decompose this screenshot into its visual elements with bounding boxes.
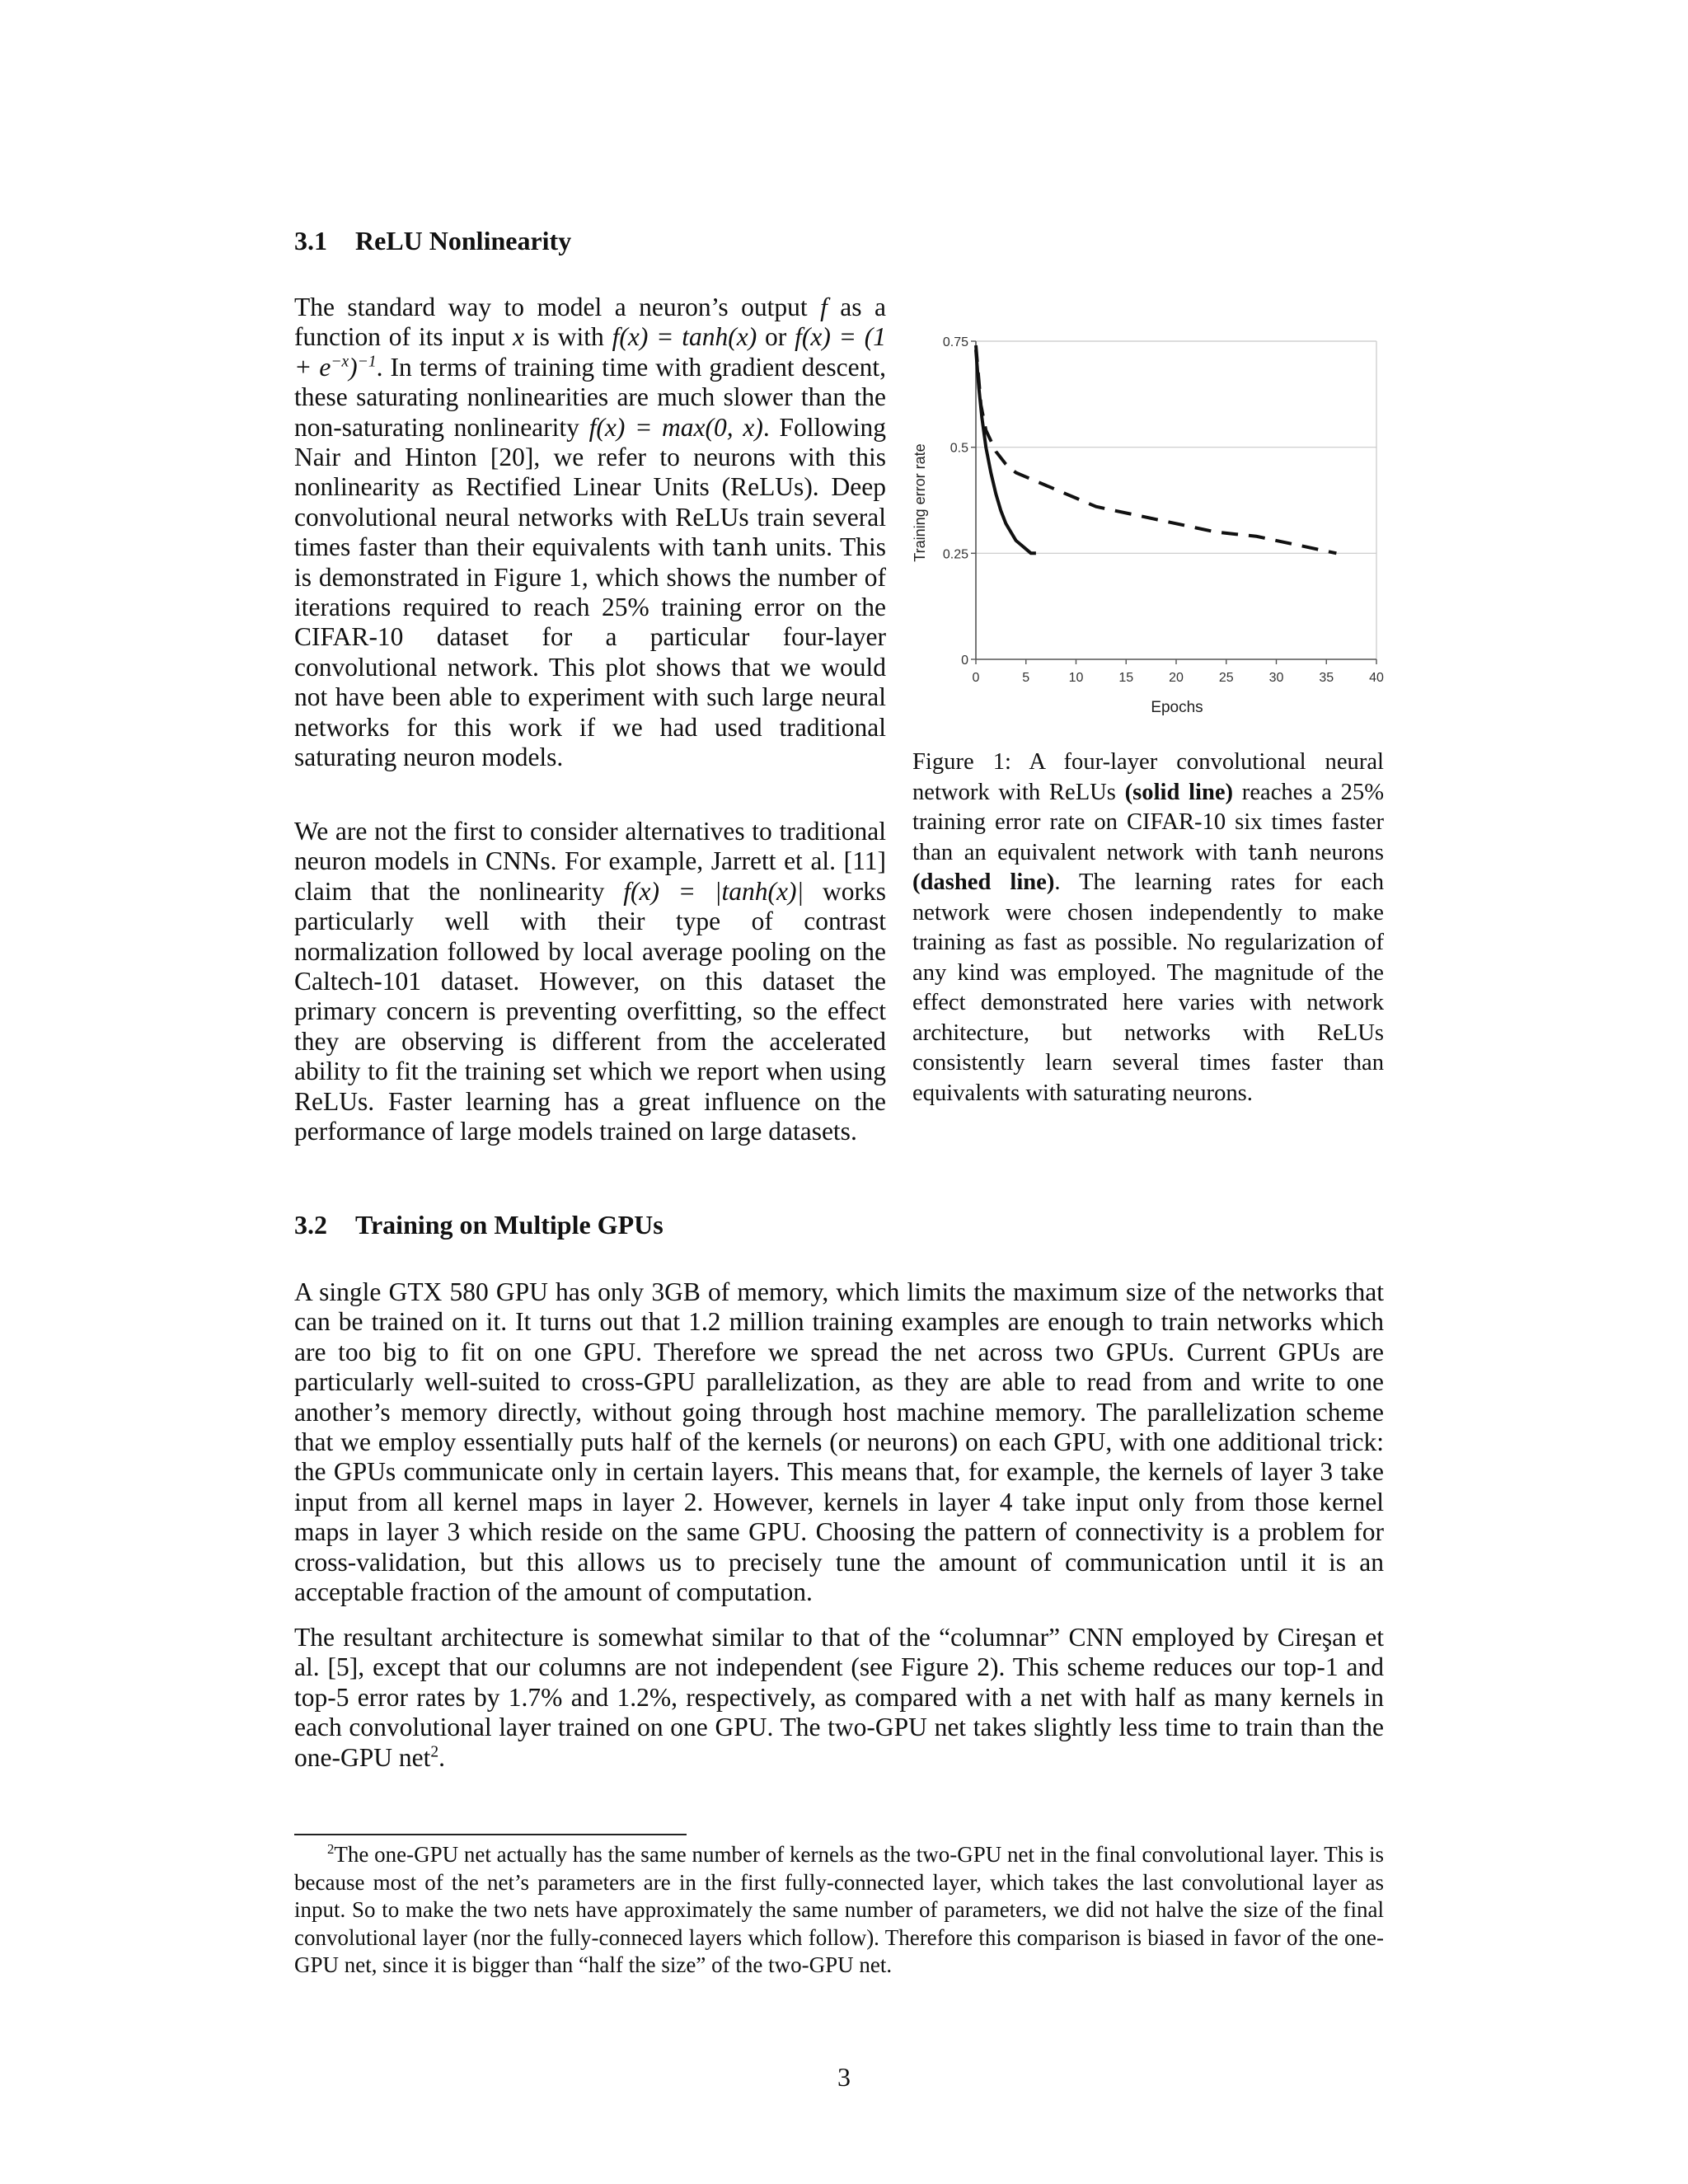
section-number: 3.1 [294, 226, 327, 255]
caption-dashed-line: (dashed line) [912, 869, 1055, 895]
text-span: or [757, 322, 795, 352]
chart-x-tick-label: 30 [1268, 671, 1284, 685]
relu-paragraph-1 [294, 293, 886, 773]
text-span: The standard way to model a neuron’s output [294, 293, 821, 321]
text-span: reaches a 25% training error rate on CIFAR-10 six times faster than an equivalent network with [912, 779, 1385, 865]
chart-x-tick-label: 25 [1218, 671, 1234, 685]
math-part: f(x) = (1 + e [294, 322, 887, 382]
chart-x-tick-label: 40 [1369, 671, 1384, 685]
math-exponent: −1 [357, 353, 377, 371]
chart-series-line-relu [976, 349, 1036, 553]
text-span: A four-layer convolutional neural network with ReLUs [912, 749, 1384, 805]
math-abs-tanh-equation: f(x) = |tanh(x)| [623, 876, 804, 906]
math-part: ) [349, 352, 358, 382]
math-f: f [820, 293, 828, 321]
math-tanh-equation: f(x) = tanh(x) [612, 322, 757, 352]
chart-x-tick-label: 5 [1022, 671, 1030, 685]
math-tanh: tanh [712, 533, 768, 562]
chart-grid [976, 341, 1376, 553]
section-title: Training on Multiple GPUs [355, 1210, 663, 1240]
relu-paragraph-2 [294, 817, 886, 1146]
chart-x-tick-label: 20 [1169, 671, 1184, 685]
chart-y-tick-label: 0.25 [942, 547, 968, 562]
gpu-paragraph-1: A single GTX 580 GPU has only 3GB of memory, which limits the maximum size of the networks that can be trained on it. It turns out that 1.2 million training examples are enough to train networks which are too big to fit on one GPU. Therefore we spread the net across two GPUs. Current GPUs are particularly well-suited to cross-GPU parallelization, as they are able to read from and write to one another’s memory directly, without going through host machine memory. The parallelization scheme that we employ essentially puts half of the kernels (or neurons) on each GPU, with one additional trick: the GPUs communicate only in certain layers. This means that, for example, the kernels of layer 3 take input from all kernel maps in layer 2. However, kernels in layer 4 take input only from those kernel maps in layer 3 which reside on the same GPU. Choosing the pattern of connectivity is a problem for cross-validation, but this allows us to precisely tune the amount of communication until it is an acceptable fraction of the amount of computation. [294, 1277, 1384, 1607]
chart-x-tick-label: 10 [1068, 671, 1084, 685]
text-span: . [438, 1742, 445, 1772]
page-number: 3 [837, 2062, 851, 2092]
chart-y-tick-label: 0.5 [950, 441, 968, 456]
section-heading-3-1 [294, 224, 571, 257]
text-span: . Following Nair and Hinton [20], we refer to neurons with this nonlinearity as Rectified Linear Units (ReLUs). Deep convolutional neural networks with ReLUs train several times faster than their equivalents with [294, 412, 886, 562]
text-span: The resultant architecture is somewhat similar to that of the “columnar” CNN employed by Cireşan et al. [5], except that our columns are not independent (see Figure 2). This scheme reduces our top-1 and top-5 error rates by 1.7% and 1.2%, respectively, as compared with a net with half as many kernels in each convolutional layer trained on one GPU. The two-GPU net takes slightly less time to train than the one-GPU net [294, 1623, 1384, 1772]
footnote-rule [294, 1834, 687, 1835]
chart-ticks [943, 335, 1384, 685]
text-span: is with [524, 322, 612, 352]
caption-solid-line: (solid line) [1124, 779, 1234, 805]
text-span: neurons [1297, 839, 1384, 865]
chart-x-axis-label: Epochs [1151, 699, 1203, 716]
text-span: as a function of its input [294, 293, 886, 352]
chart-x-tick-label: 15 [1118, 671, 1134, 685]
figure-1-chart [910, 328, 1396, 724]
text-span: We are not the first to consider alternatives to traditional neuron models in CNNs. For example, Jarrett et al. [11] claim that the nonlinearity [294, 817, 886, 906]
footnote-text: The one-GPU net actually has the same number of kernels as the two-GPU net in the final convolutional layer. This is because most of the net’s parameters are in the first fully-connected layer, which takes the last convolutional layer as input. So to make the two nets have approximately the same number of parameters, we did not halve the size of the final convolutional layer (nor the fully-conneced layers which follow). Therefore this comparison is biased in favor of the one-GPU net, since it is bigger than “half the size” of the two-GPU net. [294, 1842, 1384, 1978]
math-relu-equation: f(x) = max(0, x) [588, 412, 763, 442]
section-title: ReLU Nonlinearity [355, 226, 572, 255]
math-tanh: tanh [1248, 839, 1298, 865]
chart-y-axis-label: Training error rate [912, 443, 928, 562]
chart-x-tick-label: 0 [972, 671, 980, 685]
chart-y-tick-label: 0.75 [942, 335, 968, 349]
text-span: works particularly well with their type of contrast normalization followed by local average pooling on the Caltech-101 dataset. However, on this dataset the primary concern is preventing overfitting, so the effect they are observing is different from the accelerated ability to fit the training set which we report when using ReLUs. Faster learning has a great influence on the performance of large models trained on large datasets. [294, 876, 886, 1146]
gpu-paragraph-2 [294, 1623, 1384, 1773]
math-exponent: −x [331, 353, 349, 371]
caption-label: Figure 1: [912, 749, 1011, 775]
footnote [294, 1841, 1384, 1980]
section-heading-3-2 [294, 1208, 663, 1241]
text-span: . In terms of training time with gradient descent, these saturating nonlinearities are much slower than the non-saturating nonlinearity [294, 352, 886, 442]
footnote-mark: 2 [327, 1841, 335, 1857]
chart-y-tick-label: 0 [961, 654, 968, 668]
footnote-marker: 2 [430, 1743, 439, 1761]
chart-series-line-tanh [976, 345, 1336, 553]
text-span: units. This is demonstrated in Figure 1, which shows the number of iterations required to reach 25% training error on the CIFAR-10 dataset for a particular four-layer convolutional network. This plot shows that we would not have been able to experiment with such large neural networks for this work if we had used traditional saturating neuron models. [294, 532, 886, 772]
figure-1-caption [912, 748, 1384, 1108]
section-number: 3.2 [294, 1210, 327, 1240]
chart-x-tick-label: 35 [1319, 671, 1334, 685]
chart-axes [976, 341, 1376, 659]
chart-series [976, 345, 1336, 553]
math-x: x [513, 322, 525, 352]
text-span: . The learning rates for each network were chosen independently to make training as fast as possible. No regularization of any kind was employed. The magnitude of the effect demonstrated here varies with network architecture, but networks with ReLUs consistently learn several times faster than equivalents with saturating neurons. [912, 869, 1385, 1106]
